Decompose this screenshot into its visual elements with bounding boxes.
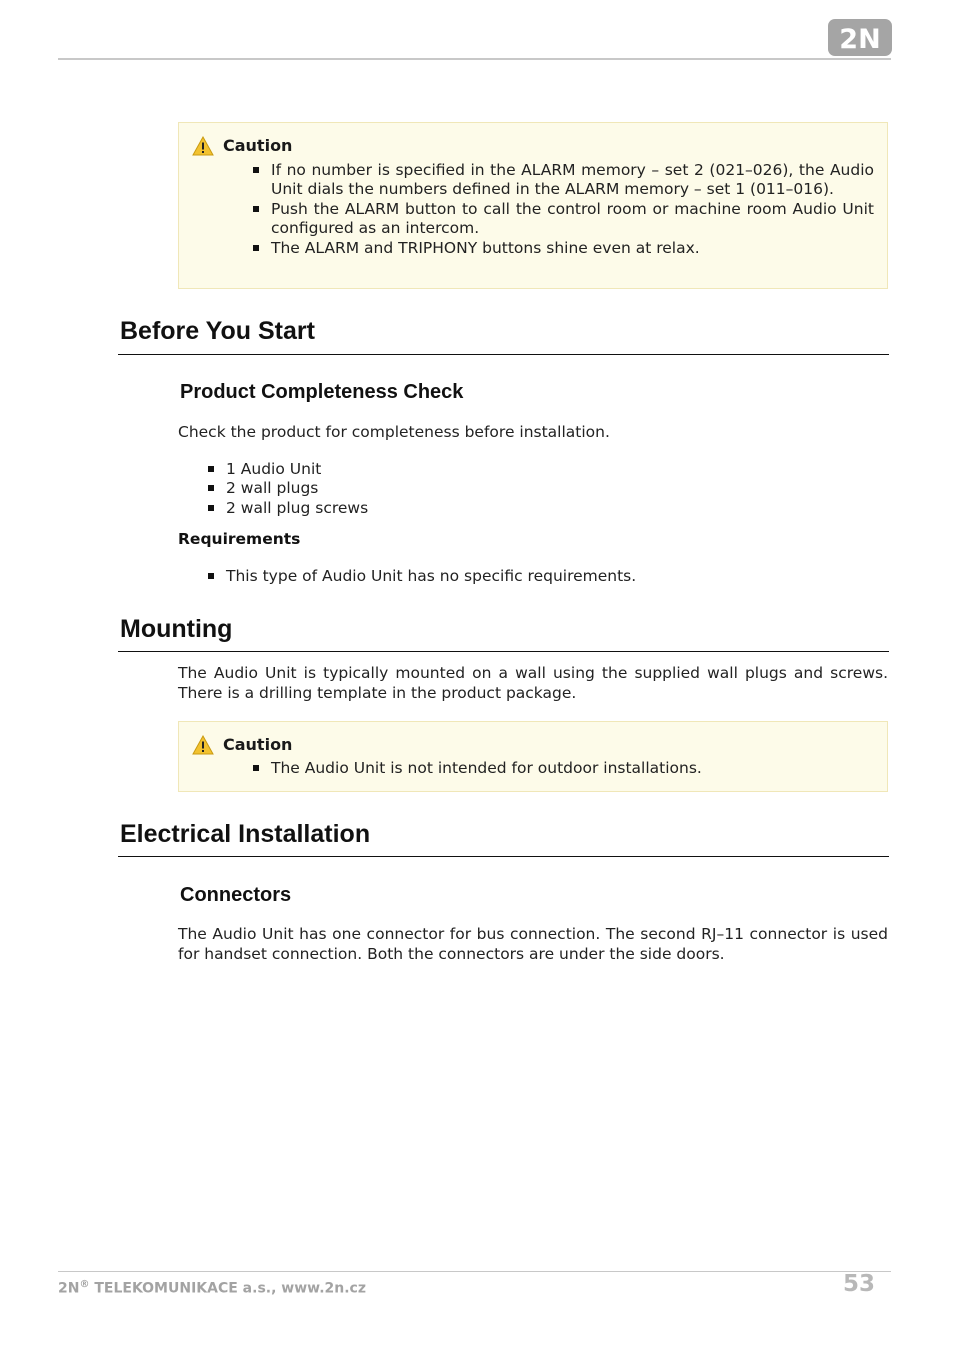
section-heading-electrical-installation: Electrical Installation xyxy=(120,820,371,848)
caution-box-alarm xyxy=(178,122,888,289)
brand-logo-text: 2N xyxy=(839,24,881,55)
footer-divider xyxy=(58,1271,891,1272)
header-divider xyxy=(58,58,891,60)
section-heading-mounting: Mounting xyxy=(120,615,233,643)
requirements-list xyxy=(226,567,636,586)
section-divider xyxy=(118,651,889,652)
section-divider xyxy=(118,354,889,355)
footer-brand: 2N xyxy=(58,1280,80,1297)
footer-company xyxy=(58,1279,366,1297)
page-number: 53 xyxy=(843,1271,876,1297)
package-contents-list xyxy=(226,460,368,518)
section-heading-before-you-start: Before You Start xyxy=(120,317,315,345)
list-item: 2 wall plugs xyxy=(226,479,368,498)
registered-mark: ® xyxy=(79,1279,90,1290)
caution-item: The ALARM and TRIPHONY buttons shine even at relax. xyxy=(271,239,874,258)
subsection-heading-connectors: Connectors xyxy=(180,884,292,906)
subsection-heading-product-check: Product Completeness Check xyxy=(180,381,464,403)
connectors-text: The Audio Unit has one connector for bus connection. The second RJ–11 connector is used for handset connection. Both the connectors are under the side doors. xyxy=(178,925,888,963)
warning-icon xyxy=(192,136,214,156)
caution-item: Push the ALARM button to call the control room or machine room Audio Unit configured as an intercom. xyxy=(271,199,874,238)
product-check-intro: Check the product for completeness before installation. xyxy=(178,423,610,441)
caution-item: The Audio Unit is not intended for outdoor installations. xyxy=(271,759,874,778)
caution-item: If no number is specified in the ALARM memory – set 2 (021–026), the Audio Unit dials the numbers defined in the ALARM memory – set 1 (011–016). xyxy=(271,161,874,199)
caution-list xyxy=(271,161,874,258)
list-item: This type of Audio Unit has no specific requirements. xyxy=(226,567,637,585)
footer-company-text: TELEKOMUNIKACE a.s., www.2n.cz xyxy=(89,1280,366,1297)
mounting-text: The Audio Unit is typically mounted on a wall using the supplied wall plugs and screws. There is a drilling template in the product package. xyxy=(178,664,888,702)
caution-title: Caution xyxy=(223,735,293,754)
caution-box-outdoor xyxy=(178,721,888,792)
requirements-heading: Requirements xyxy=(178,530,301,548)
caution-title: Caution xyxy=(223,136,293,155)
list-item: 1 Audio Unit xyxy=(226,460,368,479)
brand-logo xyxy=(828,19,892,56)
section-divider xyxy=(118,856,889,857)
list-item: 2 wall plug screws xyxy=(226,498,369,517)
warning-icon xyxy=(192,735,214,755)
caution-list xyxy=(271,759,874,778)
